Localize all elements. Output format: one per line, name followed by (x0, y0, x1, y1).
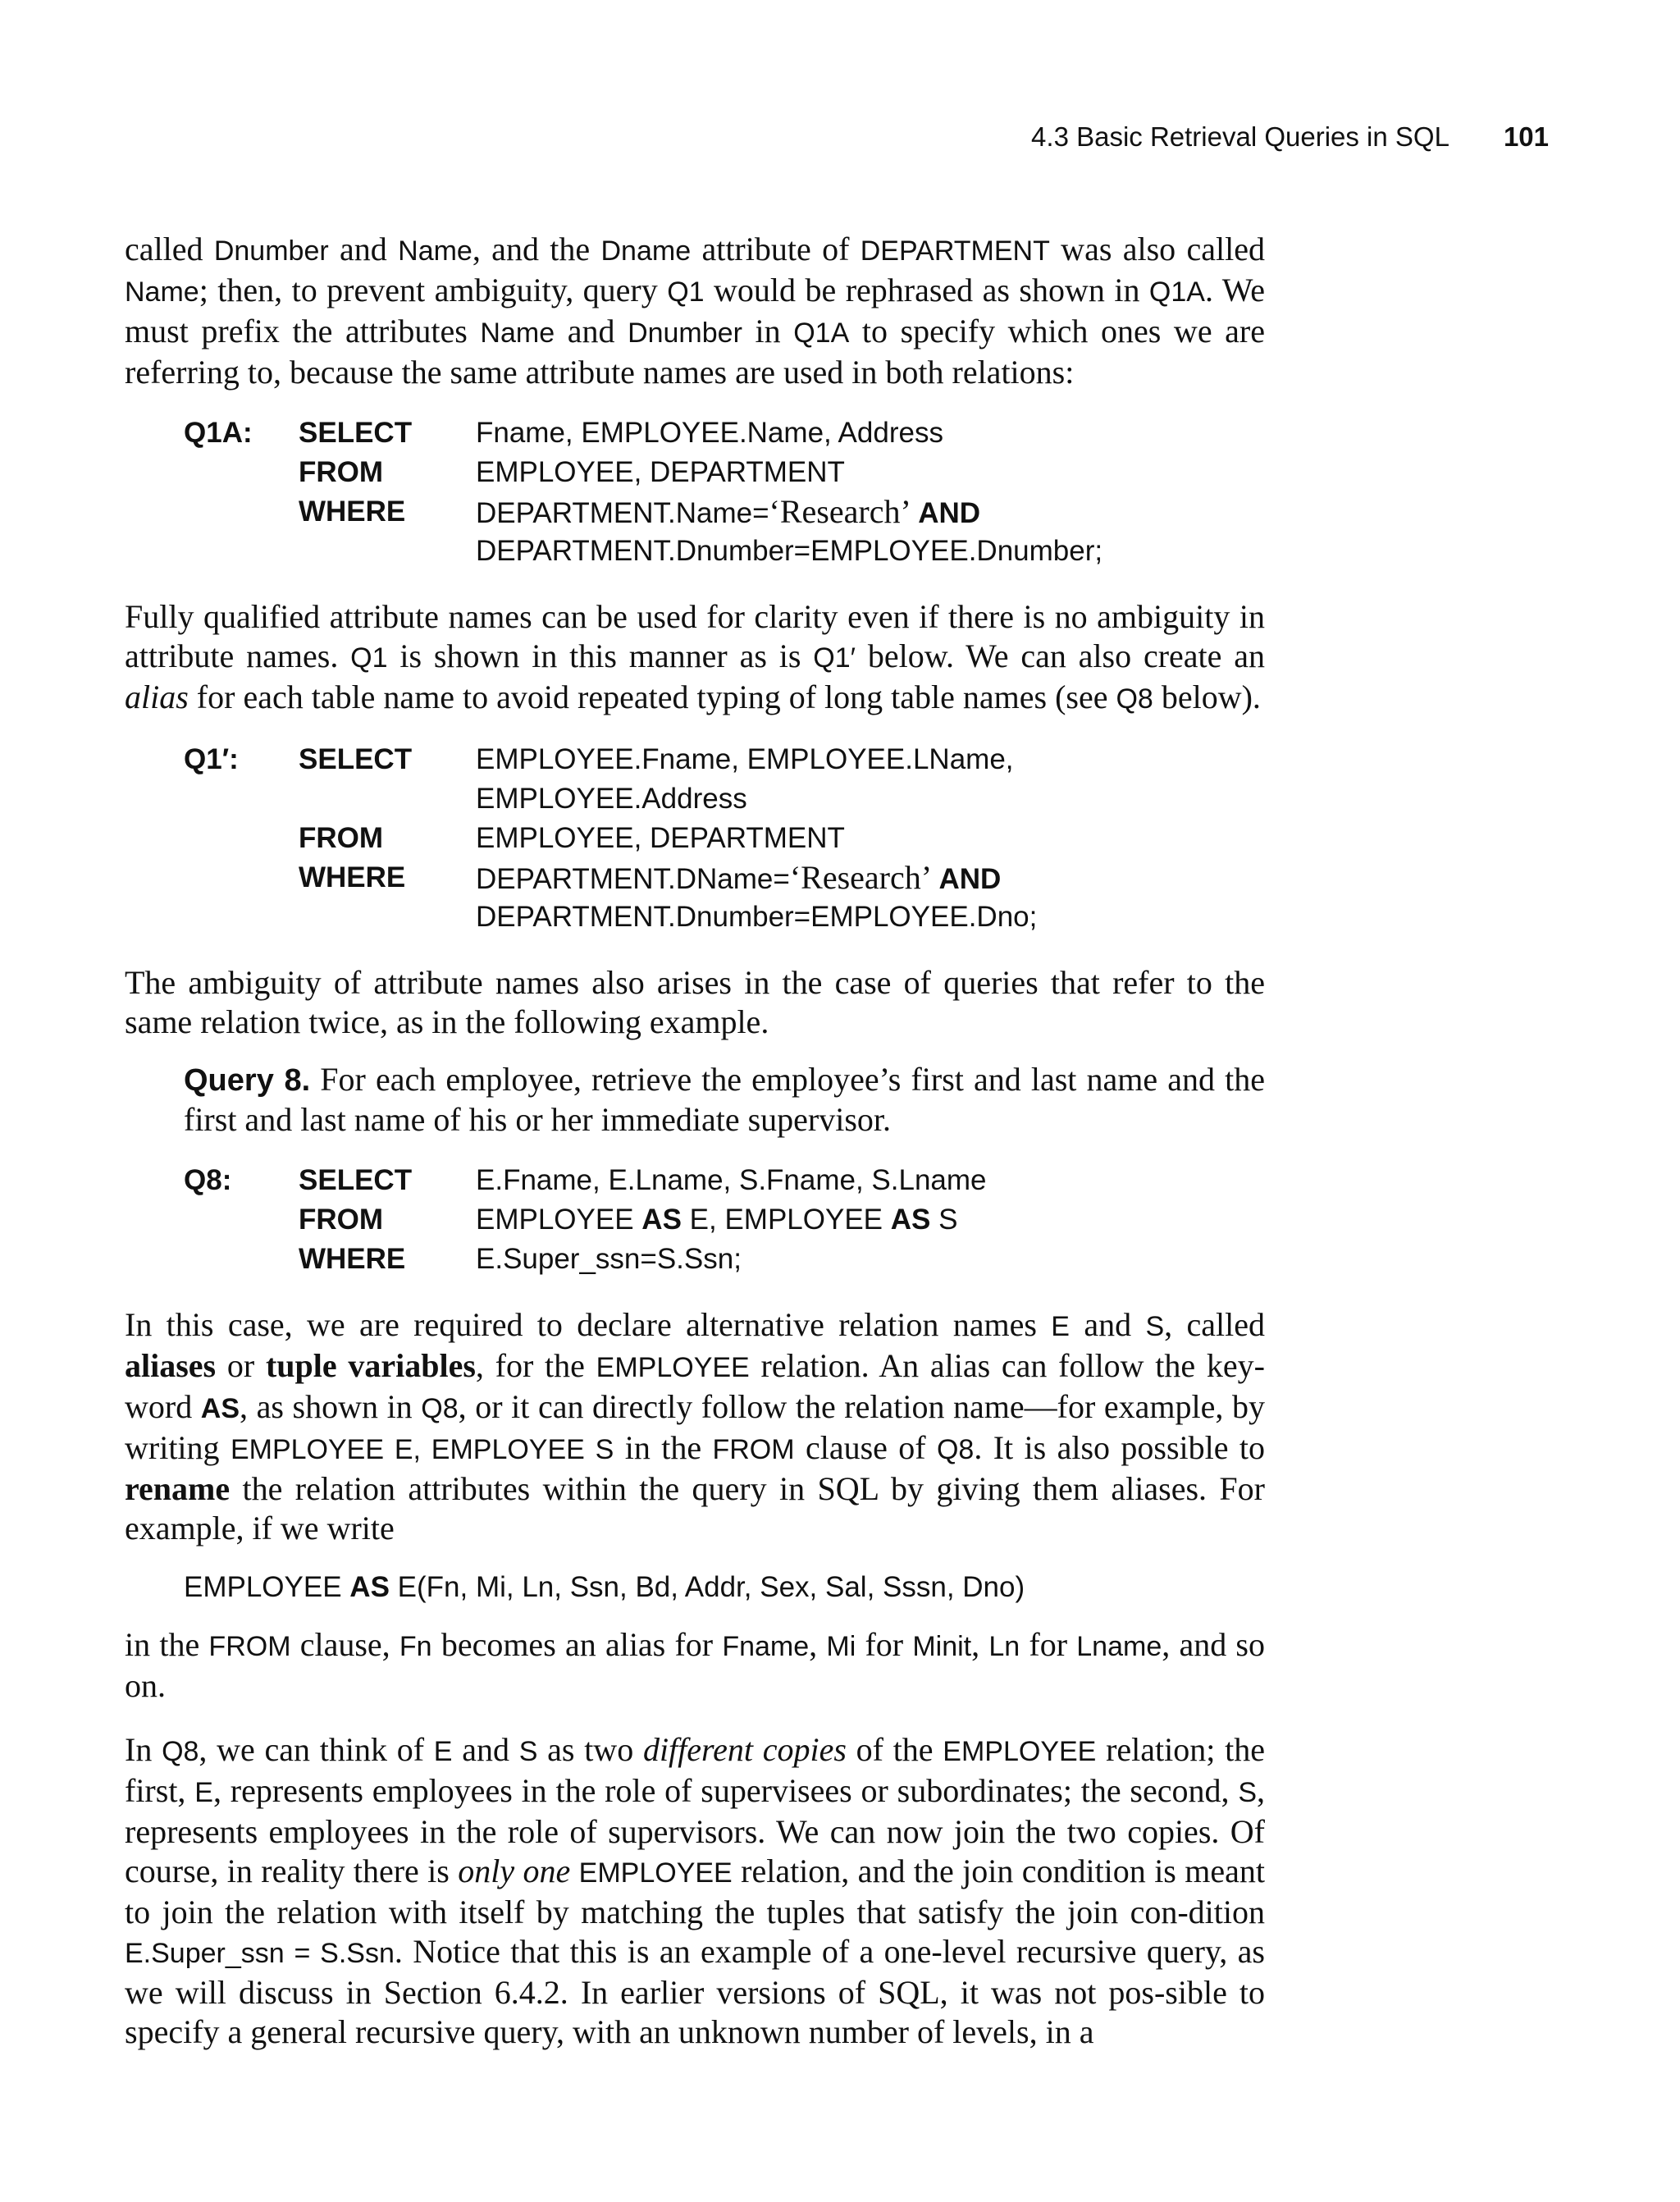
page-number: 101 (1503, 121, 1549, 152)
section-title: 4.3 Basic Retrieval Queries in SQL (1031, 121, 1449, 152)
paragraph-3: The ambiguity of attribute names also arises in the case of queries that refer to the same relation twice, as in the following example. (125, 964, 1265, 1040)
alias-example-code: EMPLOYEE AS E(Fn, Mi, Ln, Ssn, Bd, Addr, Sex, Sal, Sssn, Dno) (184, 1571, 1025, 1603)
page-body (125, 230, 1265, 2052)
running-header (1031, 121, 1549, 153)
query-q1a: Q1A: SELECT Fname, EMPLOYEE.Name, Address FROM EMPLOYEE, DEPARTMENT WHERE DEPARTMENT.Name=‘Research’ AND DEPARTMENT.Dnumber=EMPLOYEE.Dnumber; (184, 413, 1265, 571)
query-q1-prime: Q1′: SELECT EMPLOYEE.Fname, EMPLOYEE.LName, EMPLOYEE.Address FROM EMPLOYEE, DEPARTMENT WHERE DEPARTMENT.DName=‘Research’ AND DEPARTMENT.Dnumber=EMPLOYEE.Dno; (184, 740, 1265, 937)
paragraph-6: In Q8, we can think of E and S as two different copies of the EMPLOYEE relation; the first, E, represents employees in the role of supervisees or subordinates; the second, S, represents employees in the role of supervisors. We can now join the two copies. Of course, in reality there is only one EMPLOYEE relation, and the join condition is meant to join the relation with itself by matching the tuples that satisfy the join con-dition E.Super_ssn = S.Ssn. Notice that this is an example of a one-level recursive query, as we will discuss in Section 6.4.2. In earlier versions of SQL, it was not pos-sible to specify a general recursive query, with an unknown number of levels, in a (125, 1731, 1265, 2050)
paragraph-5: in the FROM clause, Fn becomes an alias for Fname, Mi for Minit, Ln for Lname, and so on. (125, 1626, 1265, 1704)
query-8-statement: Query 8. For each employee, retrieve the employee’s first and last name and the first and last name of his or her immediate supervisor. (184, 1061, 1265, 1138)
paragraph-1: called Dnumber and Name, and the Dname attribute of DEPARTMENT was also called Name; then, to prevent ambiguity, query Q1 would be rephrased as shown in Q1A. We must prefix the attributes Name and Dnumber in Q1A to specify which ones we are referring to, because the same attribute names are used in both relations: (125, 231, 1266, 391)
paragraph-4: In this case, we are required to declare alternative relation names E and S, called aliases or tuple variables, for the EMPLOYEE relation. An alias can follow the key-word AS, as shown in Q8, or it can directly follow the relation name—for example, by writing EMPLOYEE E, EMPLOYEE S in the FROM clause of Q8. It is also possible to rename the relation attributes within the query in SQL by giving them aliases. For example, if we write (125, 1306, 1266, 1546)
query-label: Q1′: (184, 743, 239, 775)
paragraph-2: Fully qualified attribute names can be used for clarity even if there is no ambiguity in attribute names. Q1 is shown in this manner as is Q1′ below. We can also create an alias for each table name to avoid repeated typing of long table names (see Q8 below). (125, 598, 1265, 715)
query-label: Q1A: (184, 417, 253, 449)
query-q8: Q8: SELECT E.Fname, E.Lname, S.Fname, S.Lname FROM EMPLOYEE AS E, EMPLOYEE AS S WHERE E.Super_ssn=S.Ssn; (184, 1161, 1265, 1279)
query-label: Q8: (184, 1164, 232, 1196)
